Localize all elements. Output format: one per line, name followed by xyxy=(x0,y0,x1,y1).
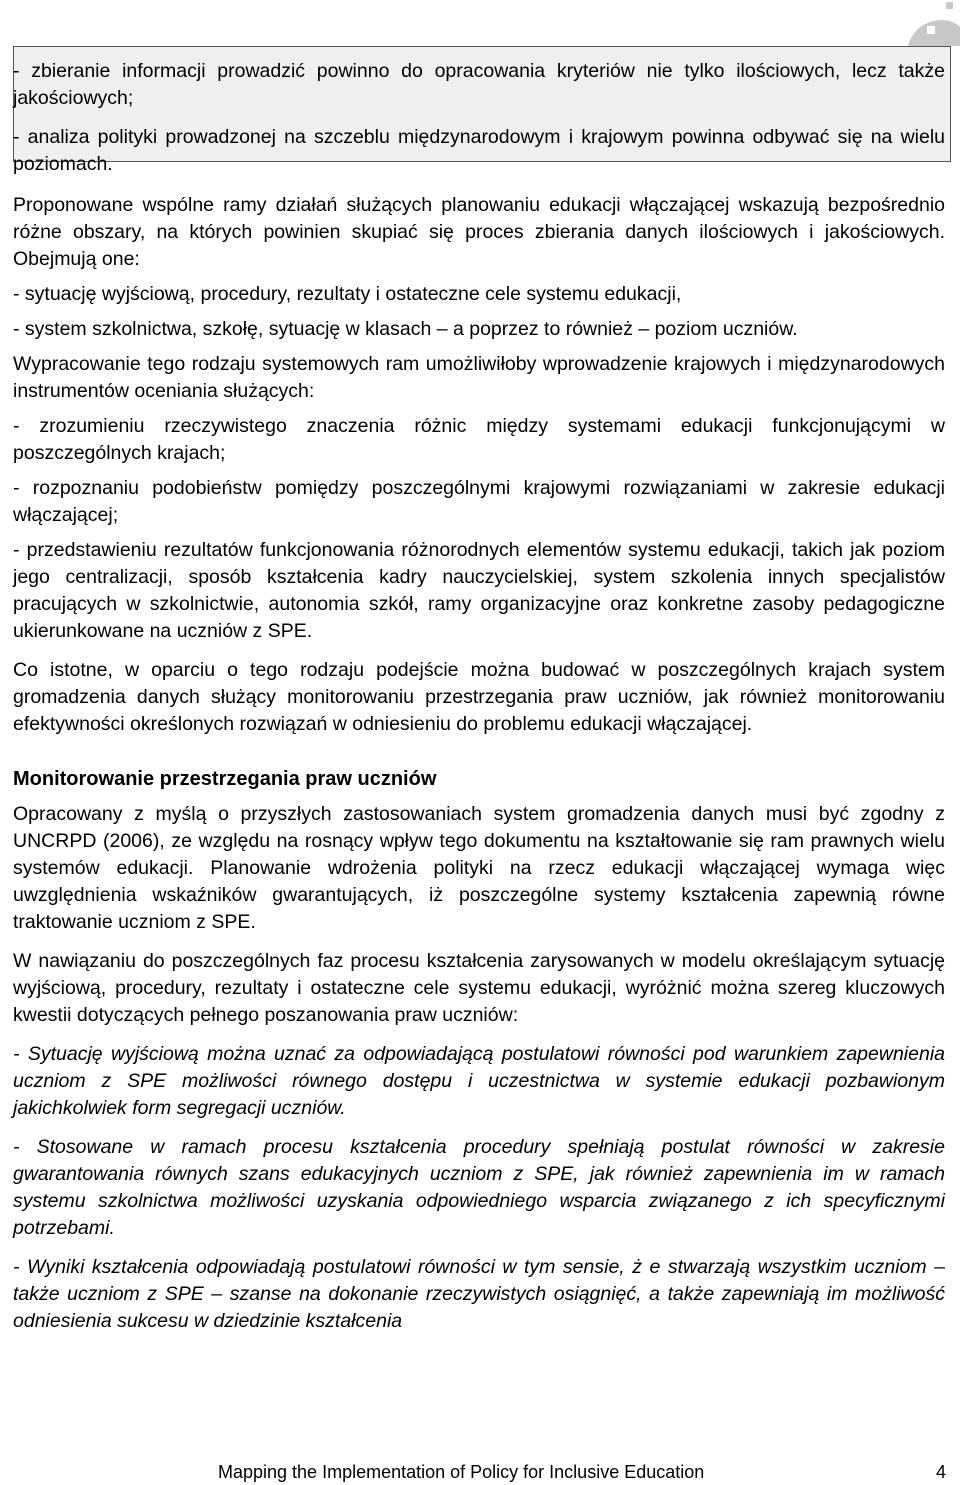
footer-title: Mapping the Implementation of Policy for Inclusive Education xyxy=(218,1462,705,1482)
page-number: 4 xyxy=(936,1462,947,1482)
document-body xyxy=(13,58,945,1335)
paragraph-phases: W nawiązaniu do poszczególnych faz procesu kształcenia zarysowanych w modelu określającym sytuację wyjściową, procedury, rezultaty i ostateczne cele systemu edukacji, wyróżnić można szereg kluczowych kwestii dotyczących pełnego poszanowania praw uczniów: xyxy=(13,950,945,1026)
italic-bullet-results: - Wyniki kształcenia odpowiadają postulatowi równości w tym sensie, ż e stwarzają wszystkim uczniom – także uczniom z SPE – szanse na dokonanie rzeczywistych osiągnięć, a także zapewniają im możliwość odniesienia sukcesu w dziedzinie kształcenia xyxy=(13,1256,945,1332)
bullet-presentation: - przedstawieniu rezultatów funkcjonowania różnorodnych elementów systemu edukacji, takich jak poziom jego centralizacji, sposób kształcenia kadry nauczycielskiej, system szkolenia innych specjalistów pracujących w szkolnictwie, autonomia szkół, ramy organizacyjne oraz konkretne zasoby pedagogiczne ukierunkowane na uczniów z SPE. xyxy=(13,539,945,642)
box-bullet-2: - analiza polityki prowadzonej na szczeblu międzynarodowym i krajowym powinna odbywać się na wielu poziomach. xyxy=(13,126,945,175)
paragraph-instruments: Wypracowanie tego rodzaju systemowych ram umożliwiłoby wprowadzenie krajowych i międzynarodowych instrumentów oceniania służących: xyxy=(13,353,945,402)
bullet-system: - system szkolnictwa, szkołę, sytuację w klasach – a poprzez to również – poziom uczniów. xyxy=(13,318,798,340)
italic-bullet-initial-situation: - Sytuację wyjściową można uznać za odpowiadającą postulatowi równości pod warunkiem zapewnienia uczniom z SPE możliwości równego dostępu i uczestnictwa w systemie edukacji pozbawionym jakichkolwiek form segregacji uczniów. xyxy=(13,1043,945,1119)
paragraph-uncrpd: Opracowany z myślą o przyszłych zastosowaniach system gromadzenia danych musi być zgodny z UNCRPD (2006), ze względu na rosnący wpływ tego dokumentu na kształtowanie się ram prawnych wielu systemów edukacji. Planowanie wdrożenia polityki na rzecz edukacji włączającej wymaga więc uwzględnienia wskaźników gwarantujących, iż poszczególne systemy kształcenia zapewnią równe traktowanie uczniom z SPE. xyxy=(13,803,945,933)
bullet-understanding: - zrozumieniu rzeczywistego znaczenia różnic między systemami edukacji funkcjonującymi w poszczególnych krajach; xyxy=(13,415,945,464)
box-bullet-1: - zbieranie informacji prowadzić powinno do opracowania kryteriów nie tylko ilościowych, lecz także jakościowych; xyxy=(13,60,945,109)
agency-corner-logo-icon xyxy=(850,0,960,46)
paragraph-important: Co istotne, w oparciu o tego rodzaju podejście można budować w poszczególnych krajach system gromadzenia danych służący monitorowaniu przestrzegania praw uczniów, jak również monitorowaniu efektywności określonych rozwiązań w odniesieniu do problemu edukacji włączającej. xyxy=(13,659,945,735)
bullet-situation: - sytuację wyjściową, procedury, rezultaty i ostateczne cele systemu edukacji, xyxy=(13,283,682,305)
bullet-recognition: - rozpoznaniu podobieństw pomiędzy poszczególnymi krajowymi rozwiązaniami w zakresie edukacji włączającej; xyxy=(13,477,945,526)
paragraph-framework: Proponowane wspólne ramy działań służących planowaniu edukacji włączającej wskazują bezpośrednio różne obszary, na których powinien skupiać się proces zbierania danych ilościowych i jakościowych. Obejmują one: xyxy=(13,194,945,270)
italic-bullet-procedures: - Stosowane w ramach procesu kształcenia procedury spełniają postulat równości w zakresie gwarantowania równych szans edukacyjnych uczniom z SPE, jak również zapewnienia im w ramach systemu szkolnictwa możliwości uzyskania odpowiedniego wsparcia związanego z ich specyficznymi potrzebami. xyxy=(13,1136,945,1239)
section-heading: Monitorowanie przestrzegania praw uczniów xyxy=(13,768,437,790)
